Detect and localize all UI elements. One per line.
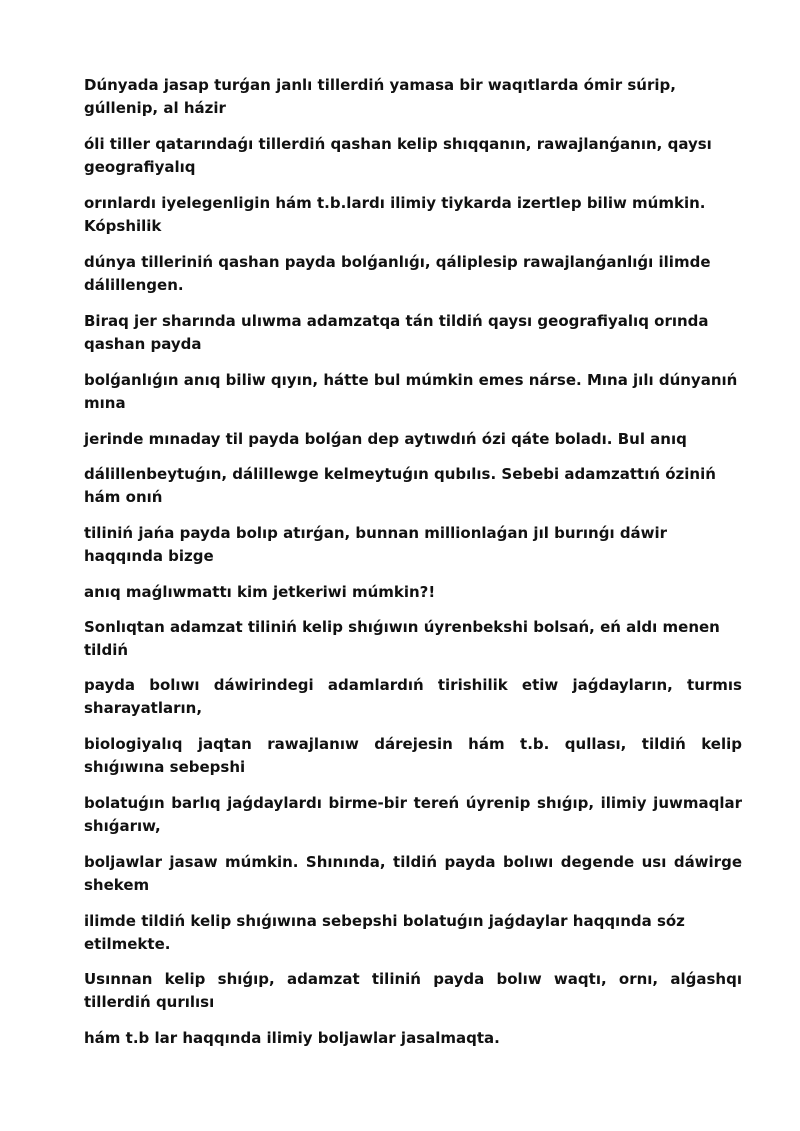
paragraph: Sonlıqtan adamzat tiliniń kelip shıǵıwın úyrenbekshi bolsań, eń aldı menen tildiń (84, 618, 720, 659)
paragraph: dúnya tilleriniń qashan payda bolǵanlıǵı, qáliplesip rawajlanǵanlıǵı ilimde dálillengen. (84, 253, 711, 294)
paragraph: Biraq jer sharında ulıwma adamzatqa tán tildiń qaysı geografiyalıq orında qashan payda (84, 312, 709, 353)
paragraph: hám t.b lar haqqında ilimiy boljawlar jasalmaqta. (84, 1029, 500, 1047)
paragraph: biologiyalıq jaqtan rawajlanıw dárejesin hám t.b. qullası, tildiń kelip shıǵıwına sebepshi (84, 735, 742, 776)
paragraph: anıq maǵlıwmattı kim jetkeriwi múmkin?! (84, 583, 436, 601)
paragraph: Usınnan kelip shıǵıp, adamzat tiliniń payda bolıw waqtı, ornı, alǵashqı tillerdiń qurılısı (84, 970, 742, 1011)
paragraph: payda bolıwı dáwirindegi adamlardıń tirishilik etiw jaǵdayların, turmıs sharayatların, (84, 676, 742, 717)
paragraph: óli tiller qatarındaǵı tillerdiń qashan kelip shıqqanın, rawajlanǵanın, qaysı geografiyalıq (84, 135, 712, 176)
document-body (84, 74, 742, 1062)
paragraph: boljawlar jasaw múmkin. Shınında, tildiń payda bolıwı degende usı dáwirge shekem (84, 853, 742, 894)
paragraph: tiliniń jańa payda bolıp atırǵan, bunnan millionlaǵan jıl burınǵı dáwir haqqında bizge (84, 524, 668, 565)
paragraph: bolatuǵın barlıq jaǵdaylardı birme-bir tereń úyrenip shıǵıp, ilimiy juwmaqlar shıǵarıw, (84, 794, 742, 835)
paragraph: orınlardı iyelegenligin hám t.b.lardı ilimiy tiykarda izertlep biliw múmkin. Kópshilik (84, 194, 706, 235)
paragraph: ilimde tildiń kelip shıǵıwına sebepshi bolatuǵın jaǵdaylar haqqında sóz etilmekte. (84, 912, 685, 953)
paragraph: dálillenbeytuǵın, dálillewge kelmeytuǵın qubılıs. Sebebi adamzattıń óziniń hám onıń (84, 465, 716, 506)
paragraph: jerinde mınaday til payda bolǵan dep aytıwdıń ózi qáte boladı. Bul anıq (84, 430, 687, 448)
paragraph: Dúnyada jasap turǵan janlı tillerdiń yamasa bir waqıtlarda ómir súrip, gúllenip, al házir (84, 76, 676, 117)
paragraph: bolǵanlıǵın anıq biliw qıyın, hátte bul múmkin emes nárse. Mına jılı dúnyanıń mına (84, 371, 738, 412)
